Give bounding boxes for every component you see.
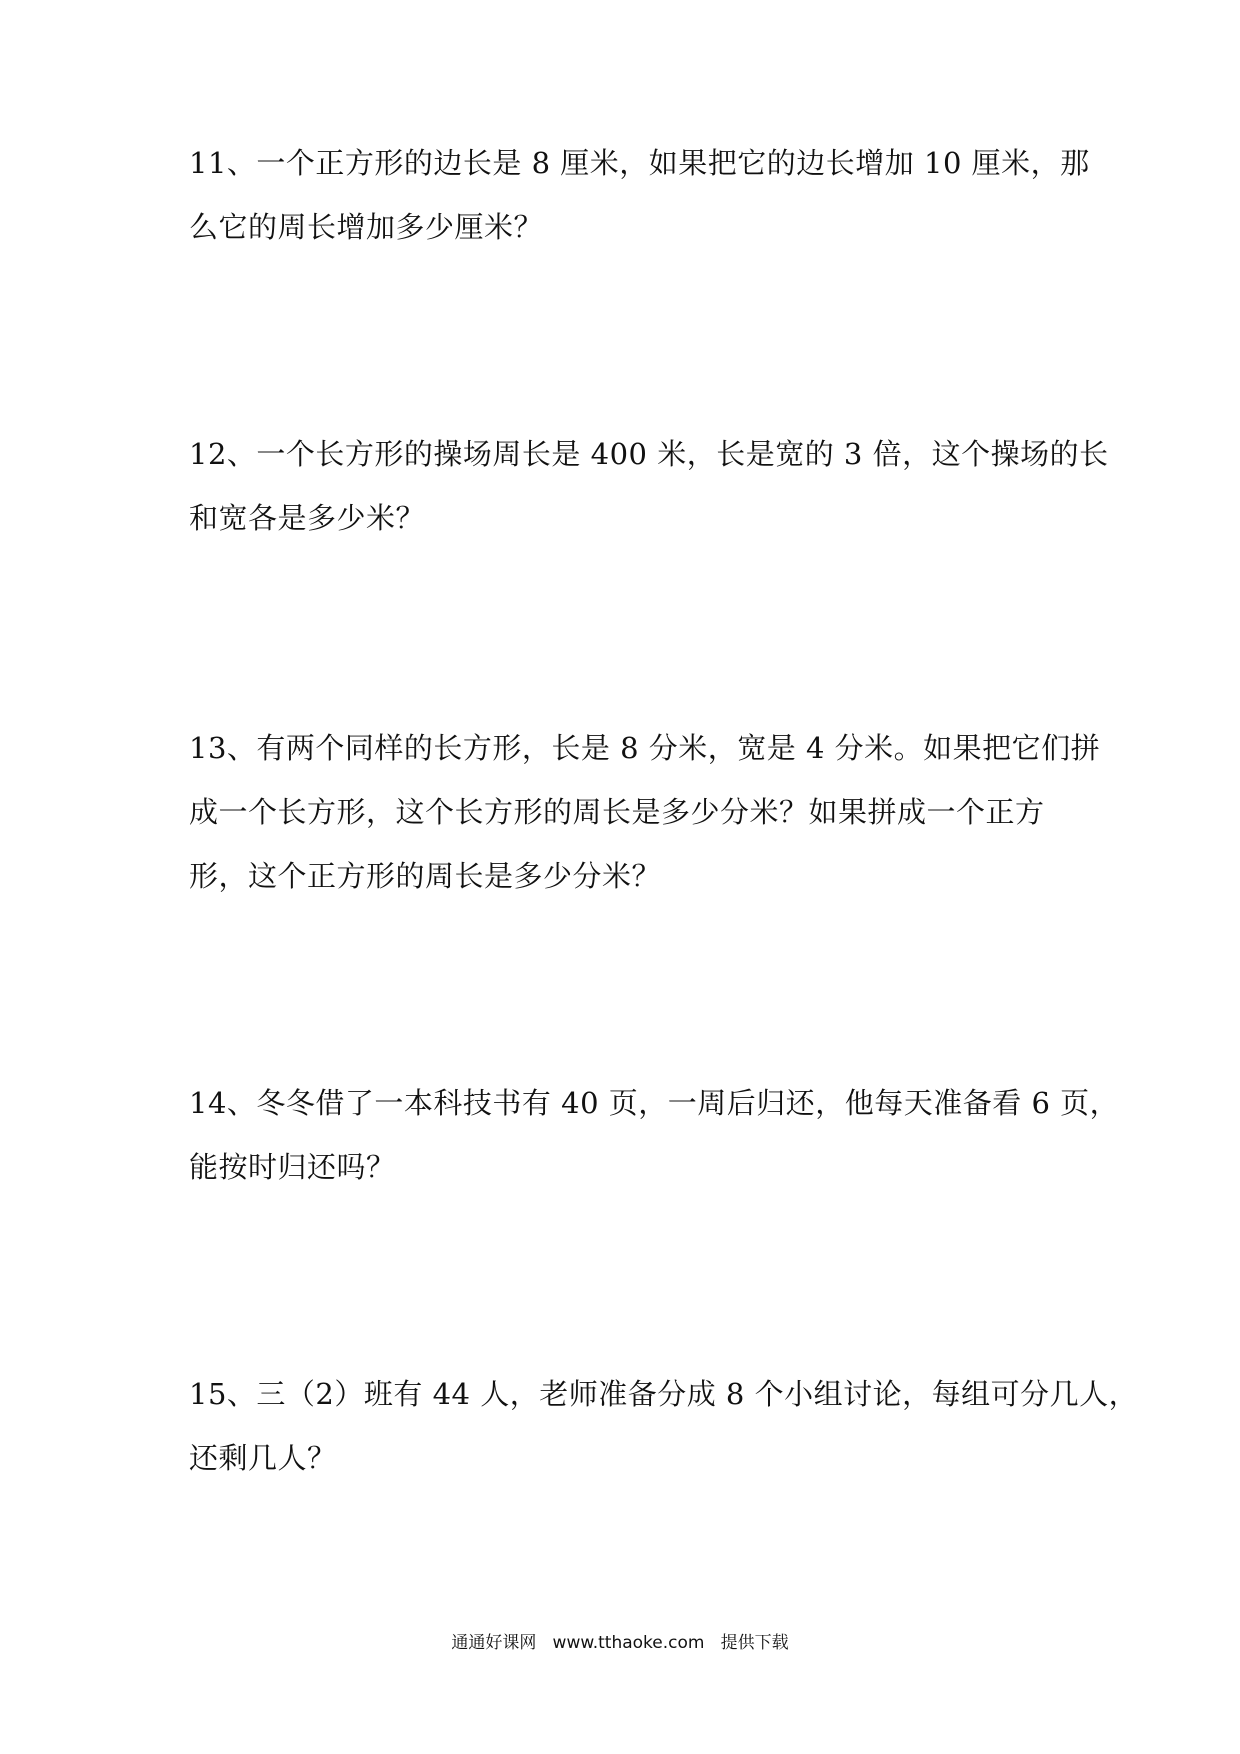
question-13-line-2: 成一个长方形，这个长方形的周长是多少分米？如果拼成一个正方	[189, 795, 1045, 829]
question-13	[189, 716, 1101, 908]
question-12	[189, 422, 1109, 550]
question-11-line-1: 11、一个正方形的边长是 8 厘米，如果把它的边长增加 10 厘米，那	[189, 146, 1090, 180]
question-15-line-1: 15、三（2）班有 44 人，老师准备分成 8 个小组讨论，每组可分几人，	[189, 1377, 1139, 1411]
question-15-line-2: 还剩几人？	[189, 1441, 337, 1475]
question-14	[189, 1071, 1120, 1199]
question-14-line-1: 14、冬冬借了一本科技书有 40 页，一周后归还，他每天准备看 6 页，	[189, 1086, 1120, 1120]
question-14-line-2: 能按时归还吗？	[189, 1150, 396, 1184]
question-11-line-2: 么它的周长增加多少厘米？	[189, 210, 544, 244]
question-12-line-1: 12、一个长方形的操场周长是 400 米，长是宽的 3 倍，这个操场的长	[189, 437, 1109, 471]
page-footer: 通通好课网 www.tthaoke.com 提供下载	[451, 1633, 789, 1653]
question-11	[189, 131, 1090, 259]
question-13-line-3: 形，这个正方形的周长是多少分米？	[189, 859, 662, 893]
question-15	[189, 1362, 1139, 1490]
question-12-line-2: 和宽各是多少米？	[189, 501, 426, 535]
question-13-line-1: 13、有两个同样的长方形，长是 8 分米，宽是 4 分米。如果把它们拼	[189, 731, 1101, 765]
